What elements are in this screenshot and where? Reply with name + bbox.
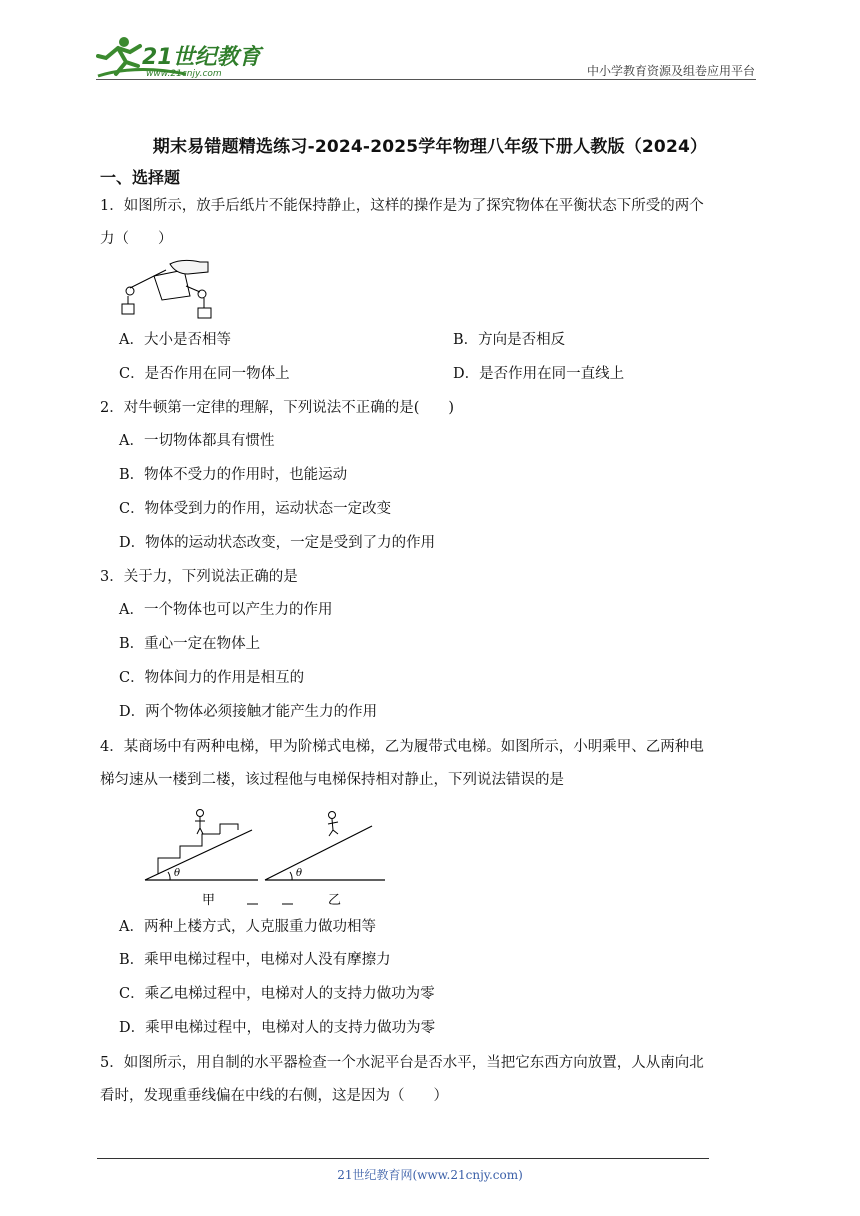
question-1-option-b: B．方向是否相反 xyxy=(453,332,566,348)
question-1-figure xyxy=(116,256,226,322)
escalator-figure-icon xyxy=(140,806,390,910)
question-2-option-c: C．物体受到力的作用，运动状态一定改变 xyxy=(119,501,392,517)
angle-label-jia: θ xyxy=(174,868,181,879)
document-title: 期末易错题精选练习-2024-2025学年物理八年级下册人教版（2024） xyxy=(152,137,708,157)
question-1-option-c: C．是否作用在同一物体上 xyxy=(119,366,290,382)
question-3-option-a: A．一个物体也可以产生力的作用 xyxy=(119,602,333,618)
logo-text: 21世纪教育 xyxy=(142,45,261,70)
question-2-option-b: B．物体不受力的作用时，也能运动 xyxy=(119,467,348,483)
figure-label-yi: 乙 xyxy=(328,893,342,908)
question-4-option-a: A．两种上楼方式，人克服重力做功相等 xyxy=(119,919,376,935)
question-2-option-d: D．物体的运动状态改变，一定是受到了力的作用 xyxy=(119,535,436,551)
logo-url: www.21cnjy.com xyxy=(146,69,222,79)
question-1-option-d: D．是否作用在同一直线上 xyxy=(453,366,625,382)
question-4-option-c: C．乘乙电梯过程中，电梯对人的支持力做功为零 xyxy=(119,986,435,1002)
angle-label-yi: θ xyxy=(296,868,303,879)
question-4-figure xyxy=(140,806,390,910)
section-heading: 一、选择题 xyxy=(100,168,181,187)
question-1-stem-line2: 力（ ） xyxy=(100,231,173,247)
question-5-stem-line1: 5．如图所示，用自制的水平器检查一个水泥平台是否水平，当把它东西方向放置，人从南向北 xyxy=(100,1055,704,1071)
figure-label-jia: 甲 xyxy=(202,893,216,908)
question-4-stem-line2: 梯匀速从一楼到二楼，该过程他与电梯保持相对静止，下列说法错误的是 xyxy=(100,772,564,788)
question-3-stem: 3．关于力，下列说法正确的是 xyxy=(100,569,298,585)
question-5-stem-line2: 看时，发现重垂线偏在中线的右侧，这是因为（ ） xyxy=(100,1088,448,1104)
runner-logo-icon xyxy=(96,34,266,82)
header-divider xyxy=(96,79,756,80)
question-1-option-a: A．大小是否相等 xyxy=(119,332,231,348)
pulley-card-figure-icon xyxy=(116,256,226,322)
question-4-stem-line1: 4．某商场中有两种电梯，甲为阶梯式电梯，乙为履带式电梯。如图所示，小明乘甲、乙两种电 xyxy=(100,739,704,755)
question-4-option-d: D．乘甲电梯过程中，电梯对人的支持力做功为零 xyxy=(119,1020,436,1036)
site-logo xyxy=(96,34,266,82)
question-2-stem: 2．对牛顿第一定律的理解，下列说法不正确的是( ) xyxy=(100,400,455,416)
question-3-option-b: B．重心一定在物体上 xyxy=(119,636,261,652)
footer-divider xyxy=(97,1158,709,1159)
question-1-stem-line1: 1．如图所示，放手后纸片不能保持静止，这样的操作是为了探究物体在平衡状态下所受的两个 xyxy=(100,198,704,214)
footer-link[interactable]: 21世纪教育网(www.21cnjy.com) xyxy=(337,1168,523,1182)
question-4-option-b: B．乘甲电梯过程中，电梯对人没有摩擦力 xyxy=(119,952,391,968)
question-3-option-d: D．两个物体必须接触才能产生力的作用 xyxy=(119,704,378,720)
question-3-option-c: C．物体间力的作用是相互的 xyxy=(119,670,305,686)
platform-name: 中小学教育资源及组卷应用平台 xyxy=(586,64,755,78)
question-2-option-a: A．一切物体都具有惯性 xyxy=(119,433,275,449)
